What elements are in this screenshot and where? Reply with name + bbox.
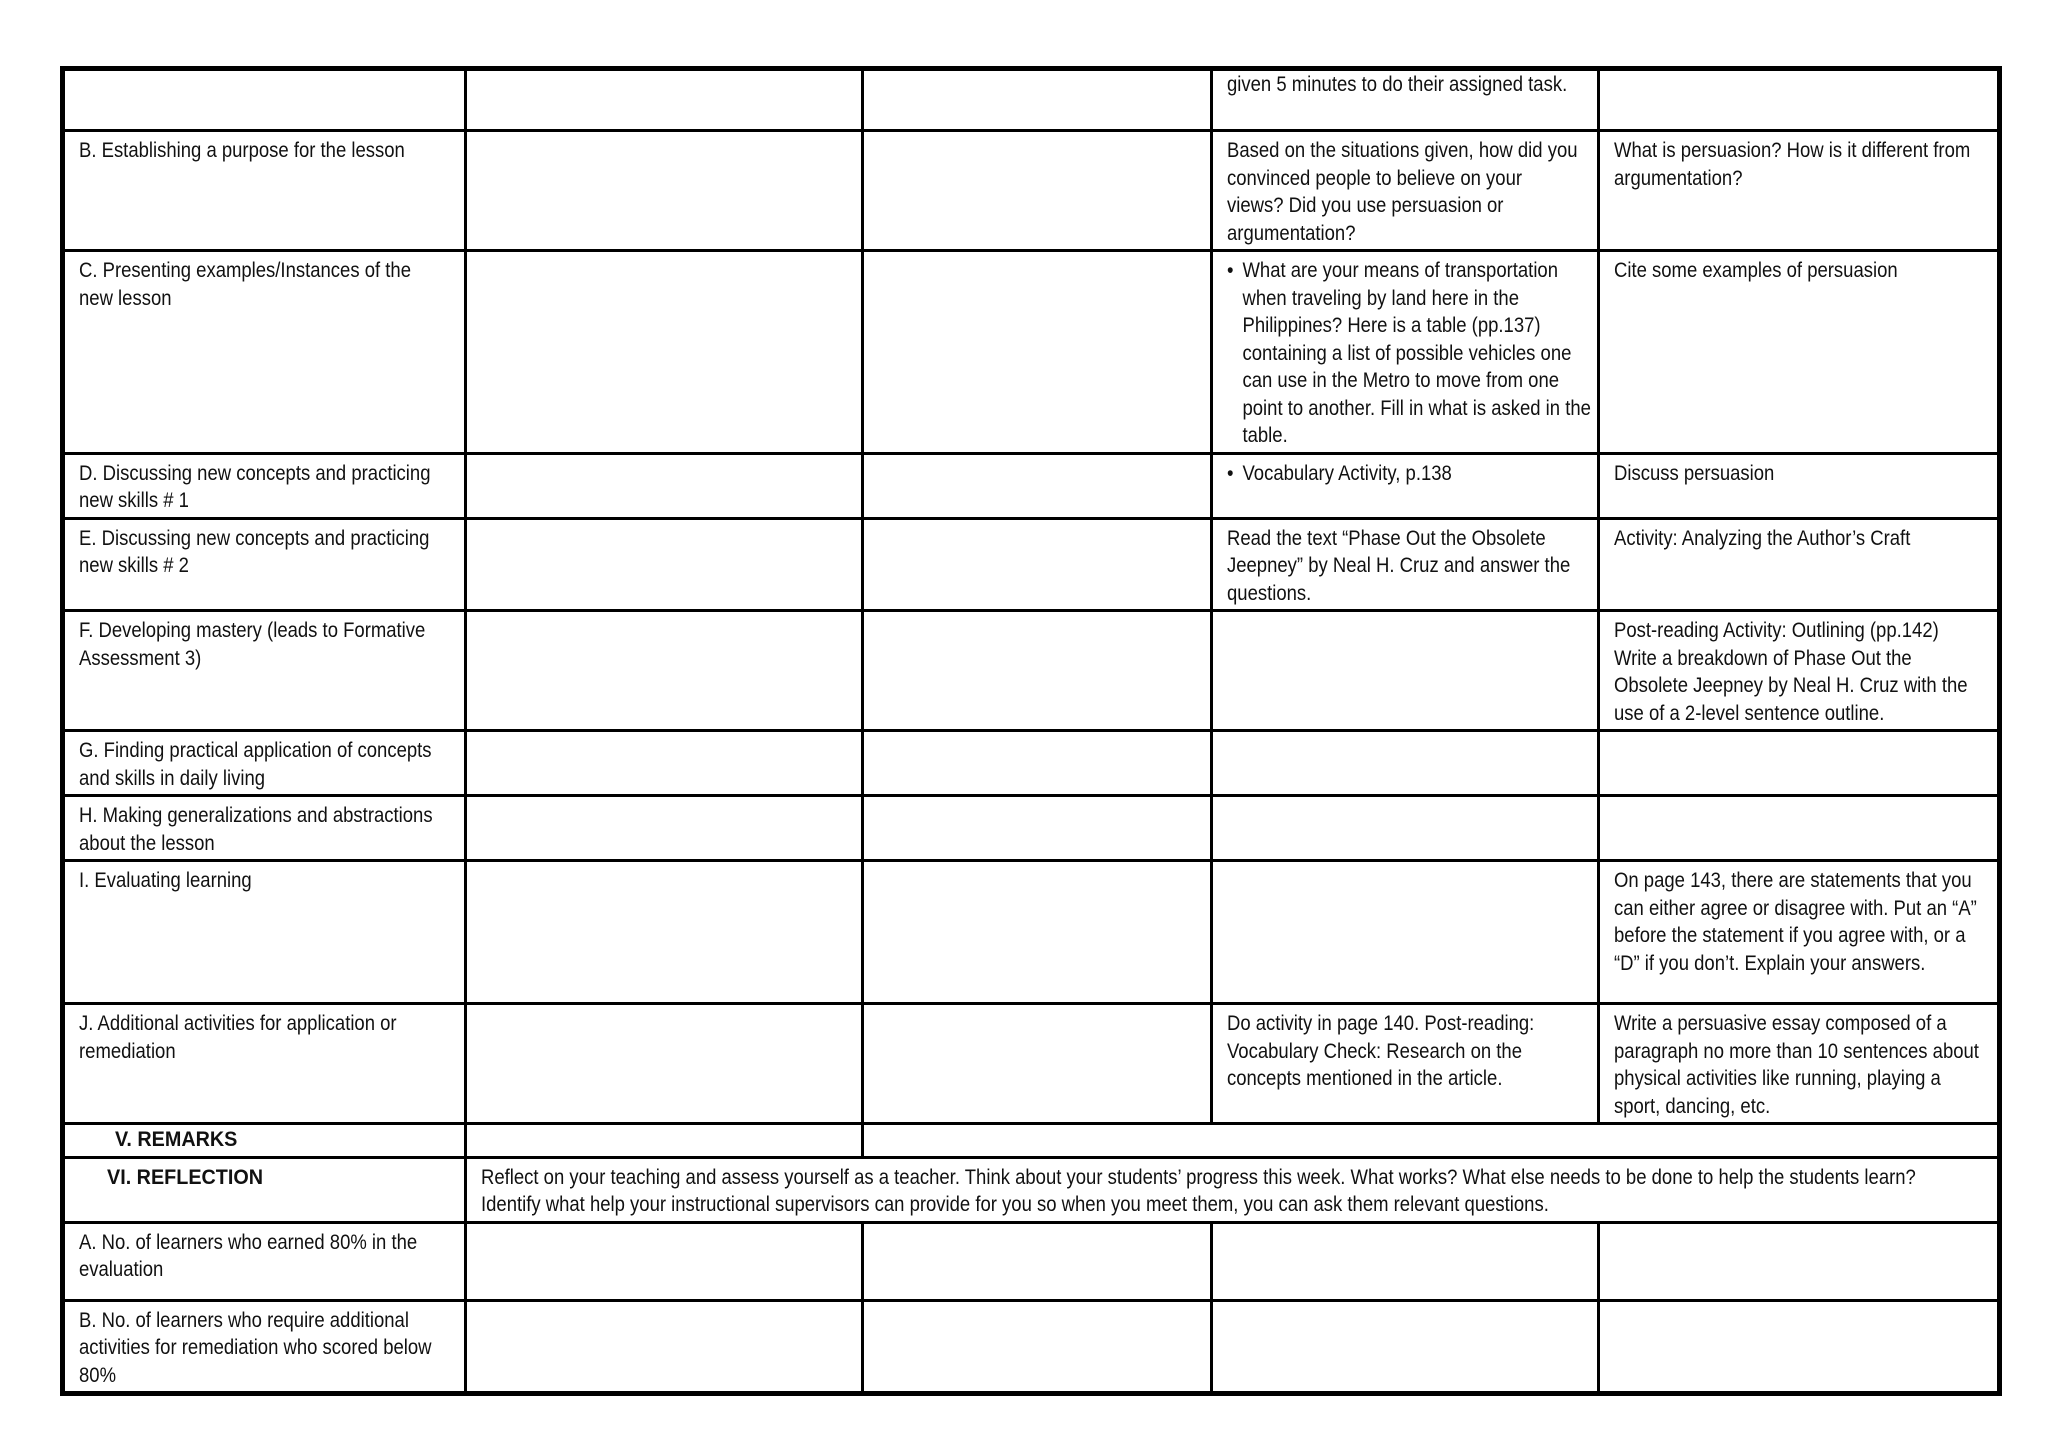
row-label: D. Discussing new concepts and practicing new skills # 1 bbox=[63, 453, 466, 518]
cell bbox=[1212, 861, 1599, 1004]
cell bbox=[863, 611, 1212, 731]
cell bbox=[466, 518, 863, 611]
cell bbox=[863, 69, 1212, 131]
cell bbox=[863, 251, 1212, 454]
row-label: B. Establishing a purpose for the lesson bbox=[63, 131, 466, 251]
table-row bbox=[63, 1300, 2000, 1394]
row-label: F. Developing mastery (leads to Formative Assessment 3) bbox=[63, 611, 466, 731]
cell bbox=[1599, 1222, 2000, 1300]
cell bbox=[466, 69, 863, 131]
cell bbox=[863, 131, 1212, 251]
row-label: J. Additional activities for application or remediation bbox=[63, 1004, 466, 1124]
row-label bbox=[63, 69, 466, 131]
cell bbox=[466, 861, 863, 1004]
remarks-row bbox=[63, 1124, 2000, 1158]
reflection-heading: VI. REFLECTION bbox=[63, 1157, 466, 1222]
cell: Activity: Analyzing the Author’s Craft bbox=[1599, 518, 2000, 611]
cell bbox=[863, 731, 1212, 796]
row-label: H. Making generalizations and abstractions about the lesson bbox=[63, 796, 466, 861]
cell bbox=[466, 1222, 863, 1300]
cell: Post-reading Activity: Outlining (pp.142) Write a breakdown of Phase Out the Obsolete Jeepney by Neal H. Cruz with the use of a 2-level sentence outline. bbox=[1599, 611, 2000, 731]
cell bbox=[466, 611, 863, 731]
cell bbox=[466, 453, 863, 518]
row-label: G. Finding practical application of concepts and skills in daily living bbox=[63, 731, 466, 796]
cell bbox=[863, 796, 1212, 861]
cell: • Vocabulary Activity, p.138 bbox=[1212, 453, 1599, 518]
cell: Do activity in page 140. Post-reading: Vocabulary Check: Research on the concepts mentioned in the article. bbox=[1212, 1004, 1599, 1124]
cell bbox=[466, 1124, 863, 1158]
cell bbox=[1599, 796, 2000, 861]
row-label: A. No. of learners who earned 80% in the evaluation bbox=[63, 1222, 466, 1300]
cell bbox=[863, 1004, 1212, 1124]
row-label: E. Discussing new concepts and practicing new skills # 2 bbox=[63, 518, 466, 611]
cell bbox=[863, 861, 1212, 1004]
cell: • What are your means of transportation when traveling by land here in the Philippines? Here is a table (pp.137) containing a list of possible vehicles one can use in the Metro to move from one point to another. Fill in what is asked in the table. bbox=[1212, 251, 1599, 454]
table-row bbox=[63, 1004, 2000, 1124]
row-label: C. Presenting examples/Instances of the new lesson bbox=[63, 251, 466, 454]
table-row bbox=[63, 731, 2000, 796]
cell bbox=[1212, 1300, 1599, 1394]
cell: Read the text “Phase Out the Obsolete Jeepney” by Neal H. Cruz and answer the questions. bbox=[1212, 518, 1599, 611]
row-label: B. No. of learners who require additional activities for remediation who scored below 80% bbox=[63, 1300, 466, 1394]
cell bbox=[863, 518, 1212, 611]
cell bbox=[1599, 1300, 2000, 1394]
cell bbox=[1599, 731, 2000, 796]
cell bbox=[863, 1222, 1212, 1300]
cell bbox=[1212, 731, 1599, 796]
table-row bbox=[63, 796, 2000, 861]
cell: On page 143, there are statements that you can either agree or disagree with. Put an “A” before the statement if you agree with, or a “D” if you don’t. Explain your answers. bbox=[1599, 861, 2000, 1004]
cell: What is persuasion? How is it different from argumentation? bbox=[1599, 131, 2000, 251]
table-row bbox=[63, 861, 2000, 1004]
cell: Discuss persuasion bbox=[1599, 453, 2000, 518]
cell bbox=[1599, 69, 2000, 131]
cell bbox=[466, 251, 863, 454]
cell: Cite some examples of persuasion bbox=[1599, 251, 2000, 454]
table-row bbox=[63, 453, 2000, 518]
remarks-heading: V. REMARKS bbox=[63, 1124, 466, 1158]
table-row bbox=[63, 611, 2000, 731]
cell bbox=[466, 796, 863, 861]
table-row bbox=[63, 518, 2000, 611]
table-row bbox=[63, 1222, 2000, 1300]
cell: given 5 minutes to do their assigned task. bbox=[1212, 69, 1599, 131]
cell bbox=[863, 1300, 1212, 1394]
cell bbox=[863, 1124, 2000, 1158]
cell bbox=[466, 131, 863, 251]
row-label: I. Evaluating learning bbox=[63, 861, 466, 1004]
cell bbox=[466, 1004, 863, 1124]
cell: Write a persuasive essay composed of a paragraph no more than 10 sentences about physical activities like running, playing a sport, dancing, etc. bbox=[1599, 1004, 2000, 1124]
table-row bbox=[63, 69, 2000, 131]
cell: Based on the situations given, how did you convinced people to believe on your views? Did you use persuasion or argumentation? bbox=[1212, 131, 1599, 251]
cell bbox=[466, 731, 863, 796]
cell bbox=[863, 453, 1212, 518]
table-row bbox=[63, 251, 2000, 454]
cell bbox=[1212, 796, 1599, 861]
cell bbox=[466, 1300, 863, 1394]
reflection-text: Reflect on your teaching and assess yourself as a teacher. Think about your students’ progress this week. What works? What else needs to be done to help the students learn? Identify what help your instructional supervisors can provide for you so when you meet them, you can ask them relevant questions. bbox=[466, 1157, 2000, 1222]
daily-lesson-log-table bbox=[60, 66, 2002, 1396]
cell bbox=[1212, 1222, 1599, 1300]
table-row bbox=[63, 131, 2000, 251]
reflection-row bbox=[63, 1157, 2000, 1222]
cell bbox=[1212, 611, 1599, 731]
